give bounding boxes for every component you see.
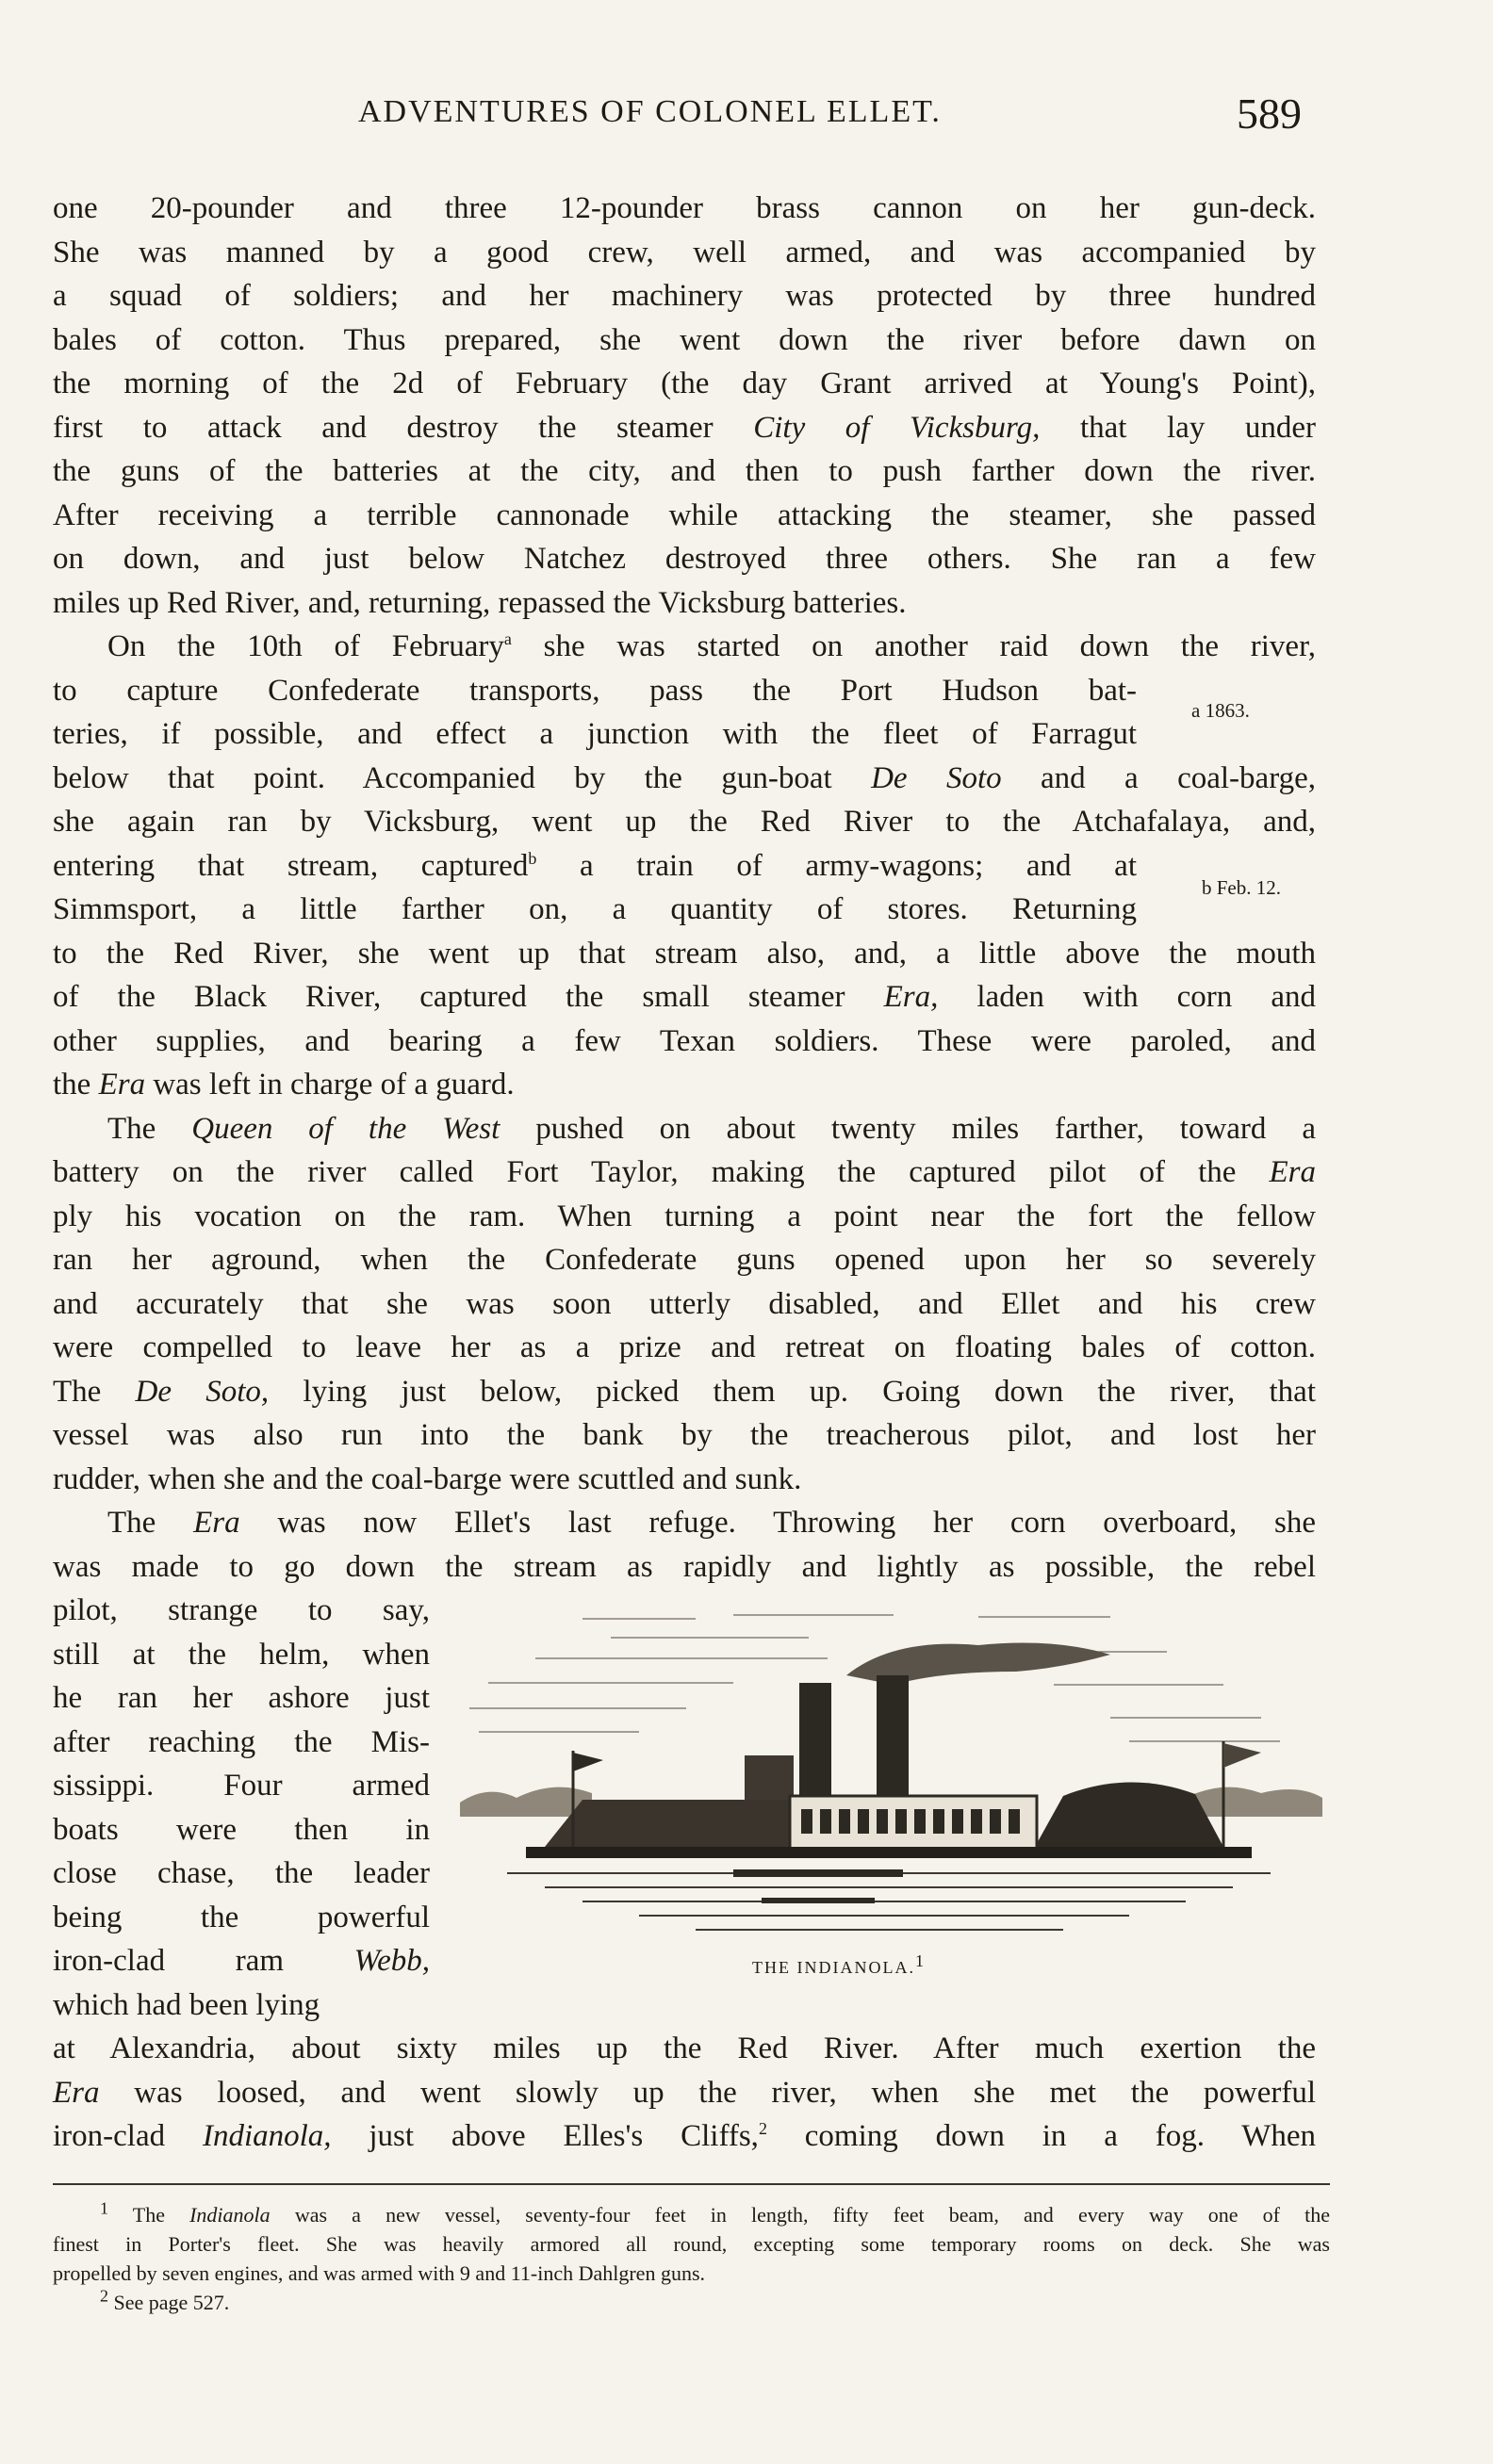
text-line: and accurately that she was soon utterly disabled, and Ellet and his crew bbox=[53, 1286, 1316, 1321]
indianola-engraving bbox=[451, 1600, 1332, 1996]
text-line: The De Soto, lying just below, picked them up. Going down the river, that bbox=[53, 1374, 1316, 1409]
text-line: ply his vocation on the ram. When turning a point near the fort the fellow bbox=[53, 1199, 1316, 1233]
text-line: close chase, the leader bbox=[53, 1856, 430, 1890]
footnote-line: finest in Porter's fleet. She was heavily armored all round, excepting some temporary rooms on deck. She was bbox=[53, 2232, 1330, 2256]
text-line: at Alexandria, about sixty miles up the Red River. After much exertion the bbox=[53, 2032, 1316, 2065]
ironclad-illustration bbox=[451, 1600, 1332, 1958]
running-head: ADVENTURES OF COLONEL ELLET. bbox=[358, 94, 942, 129]
ship-name: Indianola, bbox=[202, 2119, 332, 2153]
text-line: The Queen of the West pushed on about twenty miles farther, toward a bbox=[107, 1111, 1316, 1146]
text-line: vessel was also run into the bank by the treacherous pilot, and lost her bbox=[53, 1418, 1316, 1452]
footnote-line: $^1$ The Indianola was a new vessel, seventy-four feet in length, fifty feet beam, and every way one of the bbox=[100, 2198, 1331, 2227]
text-line: below that point. Accompanied by the gun-boat De Soto and a coal-barge, bbox=[53, 760, 1316, 795]
ship-name: Webb, bbox=[353, 1944, 430, 1978]
text-line: ran her aground, when the Confederate guns opened upon her so severely bbox=[53, 1243, 1316, 1277]
ship-name: De Soto bbox=[871, 760, 1002, 795]
margin-note-ref: b bbox=[528, 848, 537, 868]
page-number: 589 bbox=[1237, 90, 1302, 138]
text-line: a squad of soldiers; and her machinery was protected by three hundred bbox=[53, 279, 1316, 313]
text-line: other supplies, and bearing a few Texan soldiers. These were paroled, and bbox=[53, 1023, 1316, 1058]
ship-name: Era, bbox=[883, 980, 939, 1014]
text-line: iron-clad Indianola, just above Elles's Cliffs,$^2$ coming down in a fog. When bbox=[53, 2119, 1316, 2153]
text-line: On the 10th of February$^a$ she was started on another raid down the river, bbox=[107, 629, 1316, 663]
text-line: on down, and just below Natchez destroyed three others. She ran a few bbox=[53, 542, 1316, 576]
ship-name: Era bbox=[1269, 1155, 1316, 1189]
text-line: still at the helm, when bbox=[53, 1637, 430, 1672]
text-line: Simmsport, a little farther on, a quantity of stores. Returning bbox=[53, 892, 1137, 926]
margin-note-date: b Feb. 12. bbox=[1202, 876, 1281, 899]
text-line: bales of cotton. Thus prepared, she went down the river before dawn on bbox=[53, 322, 1316, 357]
ship-name: Era bbox=[193, 1506, 240, 1540]
margin-note-date: a 1863. bbox=[1191, 699, 1250, 722]
text-line: rudder, when she and the coal-barge were scuttled and sunk. bbox=[53, 1461, 802, 1496]
margin-note-ref: a bbox=[503, 629, 512, 648]
text-line: to capture Confederate transports, pass the Port Hudson bat- bbox=[53, 673, 1137, 708]
text-line: pilot, strange to say, bbox=[53, 1593, 430, 1627]
text-line: after reaching the Mis- bbox=[53, 1724, 430, 1759]
text-line: the Era was left in charge of a guard. bbox=[53, 1068, 515, 1101]
text-line: the guns of the batteries at the city, and then to push farther down the river. bbox=[53, 454, 1316, 488]
text-line: battery on the river called Fort Taylor, making the captured pilot of the Era bbox=[53, 1155, 1316, 1189]
text-line: The Era was now Ellet's last refuge. Throwing her corn overboard, she bbox=[107, 1506, 1316, 1540]
text-line: teries, if possible, and effect a junction with the fleet of Farragut bbox=[53, 717, 1137, 751]
text-line: Era was loosed, and went slowly up the river, when she met the powerful bbox=[53, 2075, 1316, 2110]
figure-caption: THE INDIANOLA.$^1$ bbox=[752, 1951, 926, 1977]
text-line: After receiving a terrible cannonade while attacking the steamer, she passed bbox=[53, 498, 1316, 532]
ship-name: City of Vicksburg, bbox=[753, 410, 1041, 445]
text-line: to the Red River, she went up that stream also, and, a little above the mouth bbox=[53, 936, 1316, 971]
text-line: entering that stream, captured$^b$ a train of army-wagons; and at bbox=[53, 848, 1137, 883]
text-line: were compelled to leave her as a prize and retreat on floating bales of cotton. bbox=[53, 1330, 1316, 1364]
ship-name: Era bbox=[53, 2075, 100, 2110]
text-line: being the powerful bbox=[53, 1900, 430, 1934]
ship-name: De Soto, bbox=[135, 1374, 270, 1409]
footnotes bbox=[53, 2200, 1330, 2317]
text-line: sissippi. Four armed bbox=[53, 1769, 430, 1803]
footnote-ref: 2 bbox=[758, 2119, 767, 2138]
page-header bbox=[0, 90, 1493, 151]
footnote-line: $^2$ See page 527. bbox=[100, 2286, 230, 2314]
text-line: he ran her ashore just bbox=[53, 1681, 430, 1715]
text-line: She was manned by a good crew, well armed, and was accompanied by bbox=[53, 235, 1316, 269]
text-line: iron-clad ram Webb, bbox=[53, 1944, 430, 1978]
text-line: one 20-pounder and three 12-pounder brass cannon on her gun-deck. bbox=[53, 191, 1316, 225]
text-line: the morning of the 2d of February (the day Grant arrived at Young's Point), bbox=[53, 367, 1316, 400]
text-line: boats were then in bbox=[53, 1812, 430, 1847]
text-line: first to attack and destroy the steamer City of Vicksburg, that lay under bbox=[53, 410, 1317, 445]
text-line: which had been lying bbox=[53, 1987, 320, 2022]
ship-name: Indianola bbox=[189, 2203, 271, 2227]
footnote-line: propelled by seven engines, and was armed with 9 and 11-inch Dahlgren guns. bbox=[53, 2261, 706, 2285]
text-line: she again ran by Vicksburg, went up the Red River to the Atchafalaya, and, bbox=[53, 805, 1316, 839]
text-line: was made to go down the stream as rapidly and lightly as possible, the rebel bbox=[53, 1549, 1316, 1584]
ship-name: Era bbox=[98, 1068, 146, 1101]
ship-name: Queen of the West bbox=[191, 1111, 500, 1146]
text-line: miles up Red River, and, returning, repassed the Vicksburg batteries. bbox=[53, 585, 907, 620]
text-line: of the Black River, captured the small steamer Era, laden with corn and bbox=[53, 980, 1316, 1014]
footnote-rule bbox=[53, 2183, 1330, 2185]
